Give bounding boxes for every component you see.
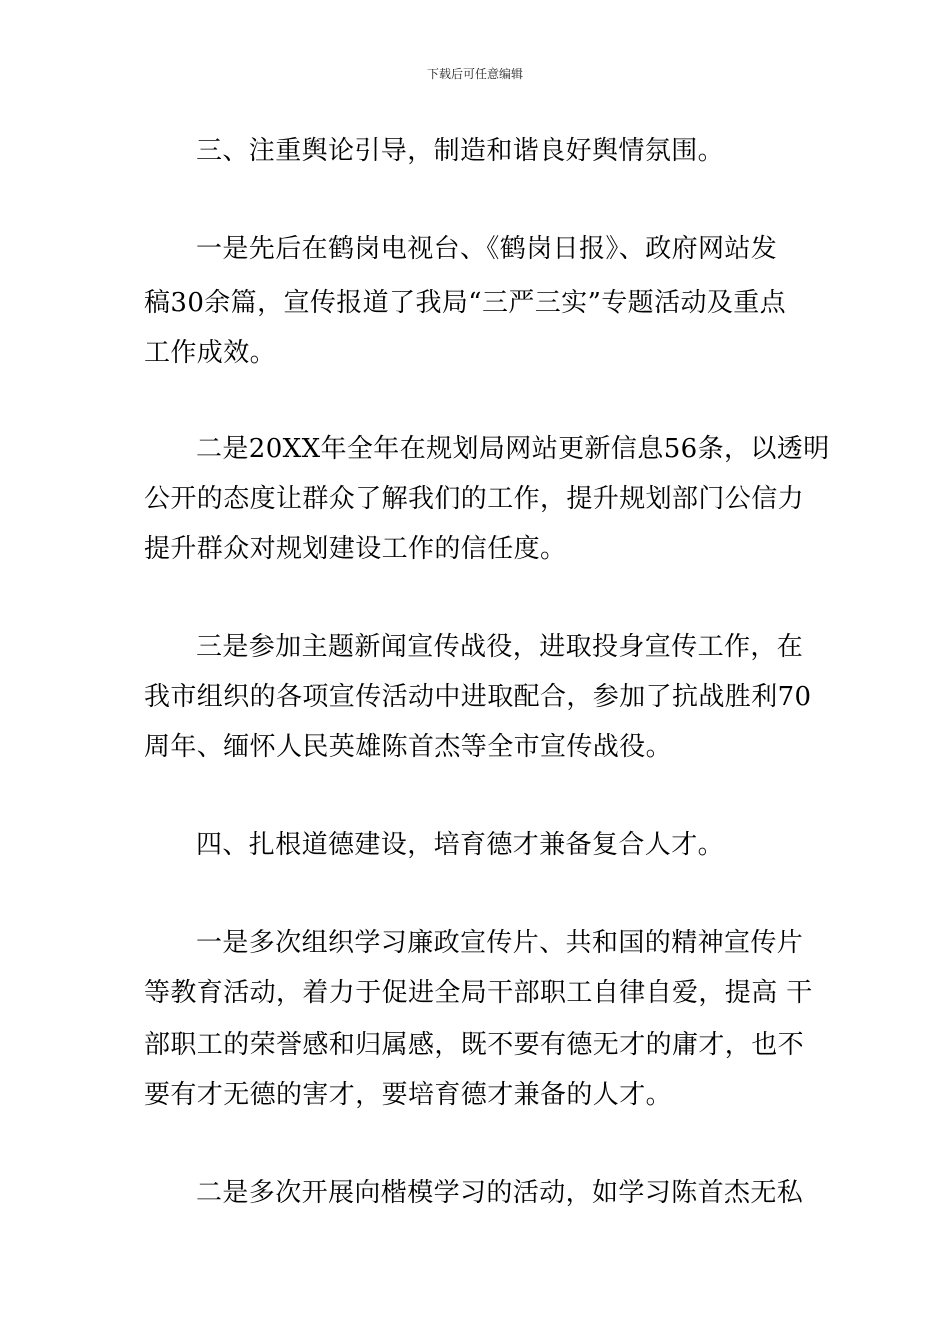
- section-heading-3: 三、注重舆论引导，制造和谐良好舆情氛围。: [196, 136, 725, 166]
- paragraph-line: 一是先后在鹤岗电视台、《鹤岗日报》、政府网站发: [196, 234, 778, 264]
- paragraph-line: 工作成效。: [144, 338, 277, 368]
- paragraph-line: 稿30余篇，宣传报道了我局“三严三实”专题活动及重点: [144, 288, 787, 318]
- paragraph-line: 三是参加主题新闻宣传战役，进取投身宣传工作，在: [196, 632, 804, 662]
- paragraph-line: 提升群众对规划建设工作的信任度。: [144, 534, 567, 564]
- paragraph-line: 公开的态度让群众了解我们的工作，提升规划部门公信力: [144, 484, 805, 514]
- paragraph-line: 二是多次开展向楷模学习的活动，如学习陈首杰无私: [196, 1178, 804, 1208]
- paragraph-line: 等教育活动，着力于促进全局干部职工自律自爱，提高 干: [144, 978, 813, 1008]
- paragraph-line: 我市组织的各项宣传活动中进取配合，参加了抗战胜利70: [144, 682, 812, 712]
- paragraph-line: 要有才无德的害才，要培育德才兼备的人才。: [144, 1080, 673, 1110]
- paragraph-line: 部职工的荣誉感和归属感，既不要有德无才的庸才，也不: [144, 1030, 805, 1060]
- section-heading-4: 四、扎根道德建设，培育德才兼备复合人才。: [196, 830, 725, 860]
- page-header: 下载后可任意编辑: [426, 67, 523, 81]
- paragraph-line: 周年、缅怀人民英雄陈首杰等全市宣传战役。: [144, 732, 673, 762]
- paragraph-line: 一是多次组织学习廉政宣传片、共和国的精神宣传片: [196, 928, 804, 958]
- paragraph-line: 二是20XX年全年在规划局网站更新信息56条，以透明: [196, 434, 830, 464]
